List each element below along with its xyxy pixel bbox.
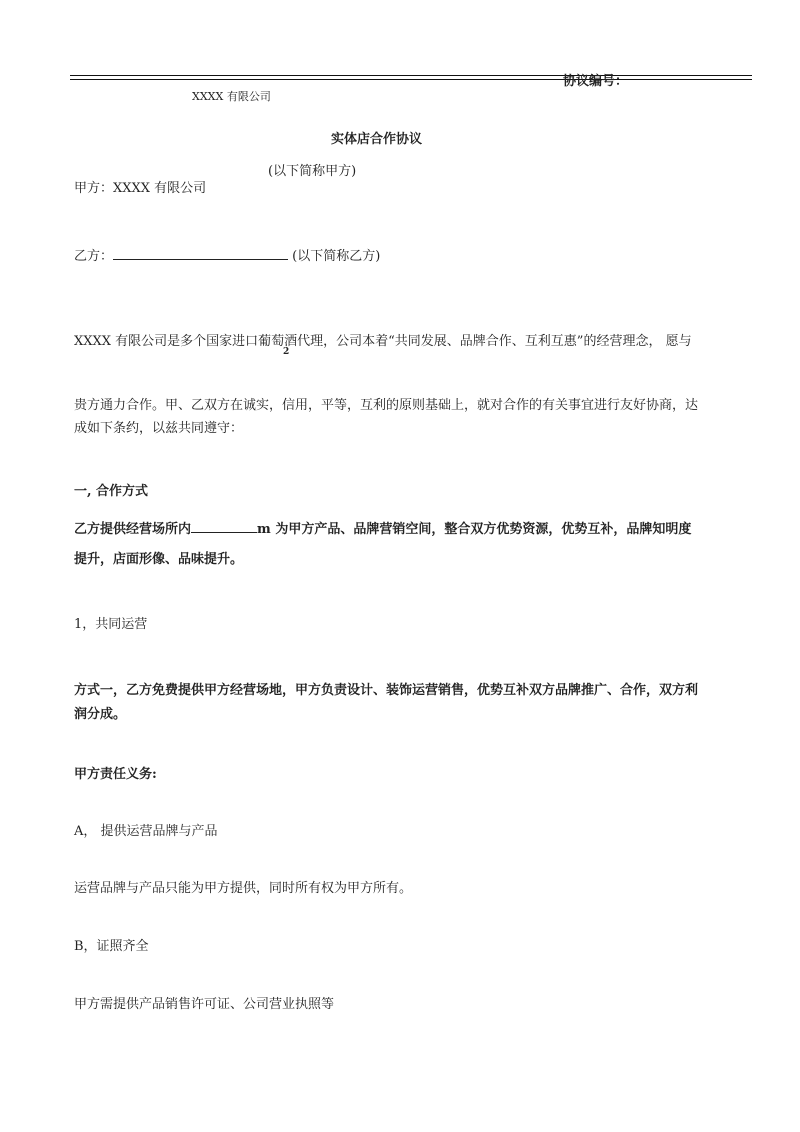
duty-a-heading: A， 提供运营品牌与产品 [74, 824, 218, 839]
party-b-blank [113, 246, 288, 260]
section-1-paragraph [74, 518, 691, 537]
intro-line-3: 成如下条约，以兹共同遵守： [74, 421, 244, 436]
header-rule-top [70, 75, 752, 76]
section-1-para-rest: 为甲方产品、品牌营销空间，整合双方优势资源，优势互补，品牌知明度 [275, 522, 692, 537]
intro-line-1: XXXX 有限公司是多个国家进口葡萄酒代理，公司本着“共同发展、品牌合作、互利互惠”的经营理念， 愿与 [74, 334, 692, 349]
agreement-number-label: 协议编号： [563, 74, 629, 89]
section-1-para-start: 乙方提供经营场所内 [74, 522, 192, 537]
header-company: XXXX 有限公司 [192, 90, 271, 103]
duty-b-text: 甲方需提供产品销售许可证、公司营业执照等 [74, 997, 335, 1012]
party-b-line [74, 245, 380, 264]
duty-b-heading: B，证照齐全 [74, 939, 149, 954]
area-unit: m [257, 522, 271, 537]
mode-1-line-2: 润分成。 [74, 707, 127, 722]
party-b-label: 乙方： [74, 249, 114, 264]
intro-line-2: 贵方通力合作。甲、乙双方在诚实，信用，平等，互利的原则基础上，就对合作的有关事宜进行友好协商，达 [74, 398, 699, 413]
item-1-heading: 1，共同运营 [74, 617, 148, 632]
party-b-note: (以下简称乙方) [292, 249, 381, 264]
header-rule-bottom [70, 79, 752, 80]
party-a-duties-heading: 甲方责任义务: [74, 767, 157, 782]
duty-a-text: 运营品牌与产品只能为甲方提供，同时所有权为甲方所有。 [74, 881, 413, 896]
area-blank [191, 519, 257, 533]
mode-1-line-1: 方式一，乙方免费提供甲方经营场地，甲方负责设计、装饰运营销售，优势互补双方品牌推广、合作，双方利 [74, 683, 699, 698]
section-1-paragraph-line-2: 提升，店面形像、品味提升。 [74, 552, 244, 567]
footnote-marker: 2 [283, 347, 290, 357]
party-a-line: 甲方：XXXX 有限公司 [74, 181, 207, 196]
party-a-note: (以下简称甲方) [268, 164, 357, 179]
section-1-heading: 一, 合作方式 [74, 484, 149, 499]
document-title: 实体店合作协议 [331, 132, 423, 147]
